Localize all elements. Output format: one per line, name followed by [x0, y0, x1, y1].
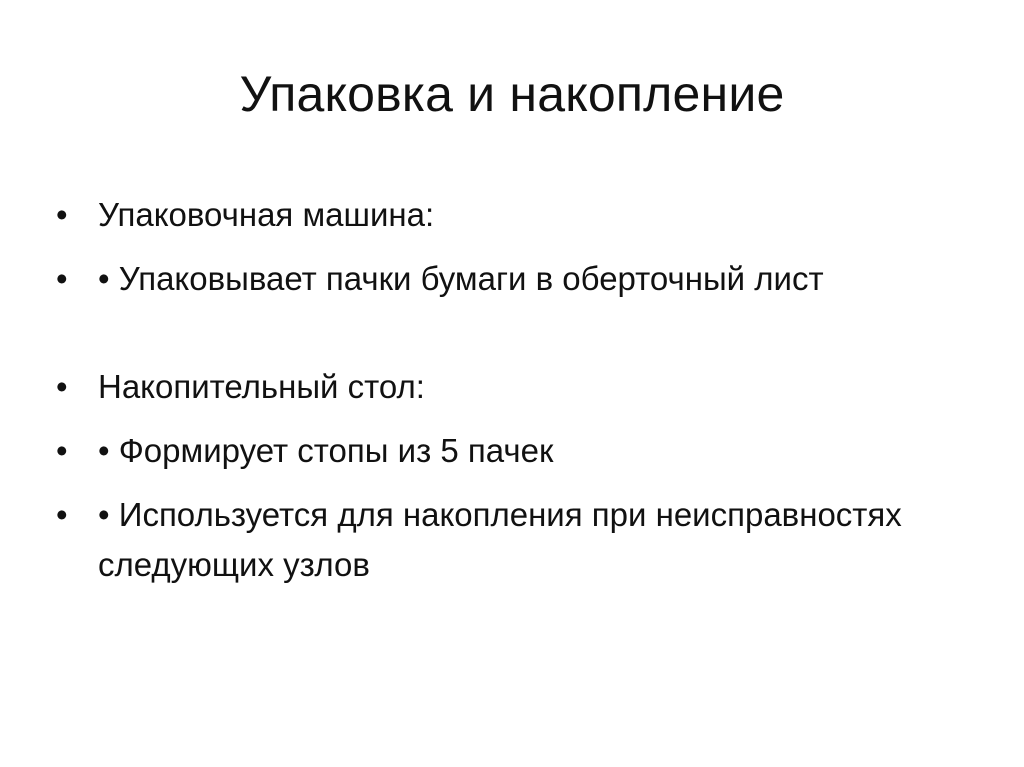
slide-title: Упаковка и накопление [239, 66, 785, 122]
bullet-text: • Используется для накопления при неисправностях следующих узлов [98, 496, 902, 583]
bullet-dot-icon: • [56, 432, 68, 469]
bullet-text: Упаковочная машина: [98, 196, 435, 233]
bullet-dot-icon: • [56, 260, 68, 297]
bullet-text: • Упаковывает пачки бумаги в оберточный лист [98, 260, 824, 297]
bullet-item [56, 362, 976, 412]
bullet-list [56, 190, 976, 604]
bullet-item [56, 426, 976, 476]
bullet-dot-icon: • [56, 368, 68, 405]
bullet-dot-icon: • [56, 196, 68, 233]
bullet-item [56, 190, 976, 240]
bullet-dot-icon: • [56, 496, 68, 533]
bullet-item [56, 490, 976, 590]
bullet-text: • Формирует стопы из 5 пачек [98, 432, 554, 469]
bullet-item [56, 254, 976, 304]
bullet-text: Накопительный стол: [98, 368, 425, 405]
